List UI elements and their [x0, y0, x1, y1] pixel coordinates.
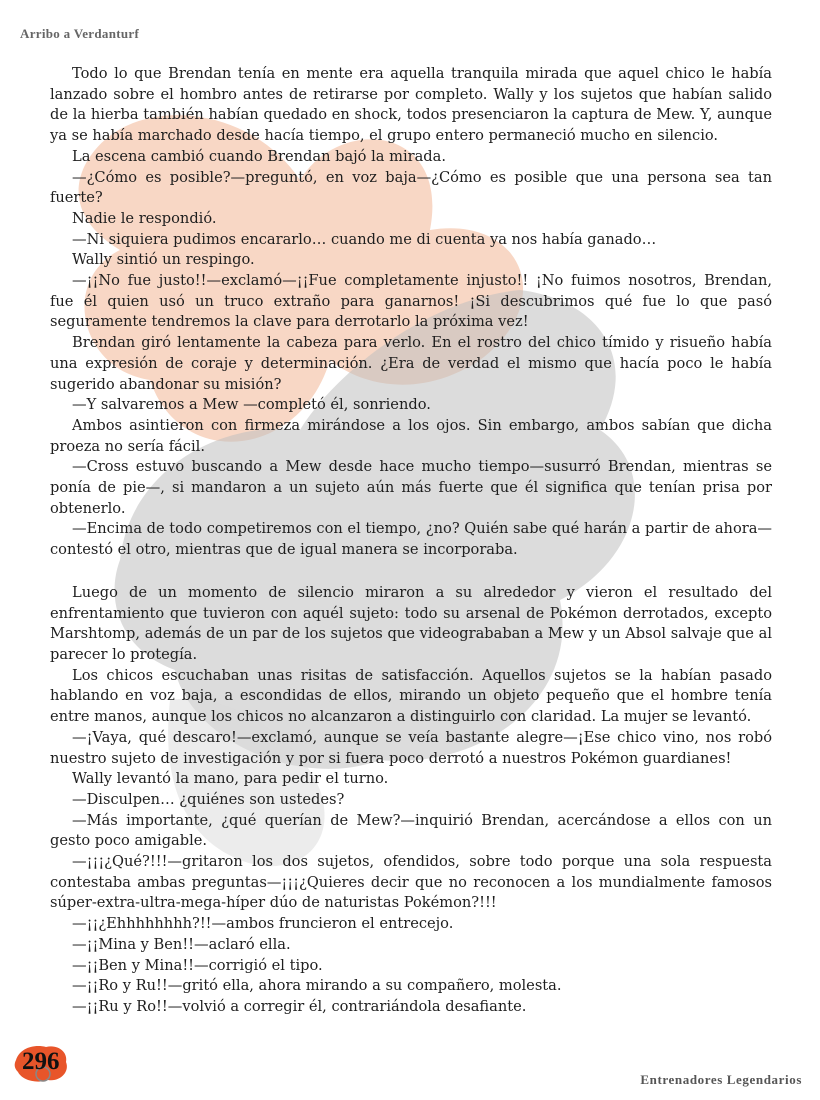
paragraph: Nadie le respondió.	[72, 209, 217, 227]
page-number: 296	[22, 1048, 60, 1075]
paragraph: —¡¡Ben y Mina!!—corrigió el tipo.	[72, 956, 323, 974]
running-header: Arribo a Verdanturf	[20, 26, 140, 41]
paragraph: —¡¡¿Ehhhhhhhh?!!—ambos fruncieron el entrecejo.	[72, 915, 454, 933]
paragraph: Wally levantó la mano, para pedir el turno.	[72, 770, 389, 788]
paragraph: —Cross estuvo buscando a Mew desde hace mucho tiempo—susurró Brendan, mientras se ponía de pie—, si mandaron a un sujeto aún más fuerte que él significa que tenían prisa por obtenerlo.	[50, 458, 772, 517]
paragraph: —Disculpen… ¿quiénes son ustedes?	[72, 790, 345, 808]
paragraph: Los chicos escuchaban unas risitas de satisfacción. Aquellos sujetos se la habían pasado hablando en voz baja, a escondidas de ellos, mirando un objeto pequeño que el hombre tenía entre manos, aunque los chicos no alcanzaron a distinguirlo con claridad. La mujer se levantó.	[50, 666, 772, 726]
paragraph: Wally sintió un respingo.	[72, 251, 255, 269]
paragraph: —¡¡¡¿Qué?!!!—gritaron los dos sujetos, ofendidos, sobre todo porque una sola respuesta contestaba ambas preguntas—¡¡¡¿Quieres decir que no reconocen a los mundialmente famosos súper-extra-ultra-mega-híper dúo de naturistas Pokémon?!!!	[50, 853, 772, 912]
paragraph: —¿Cómo es posible?—preguntó, en voz baja—¿Cómo es posible que una persona sea tan fuerte?	[50, 168, 772, 207]
paragraph: —¡¡Ro y Ru!!—gritó ella, ahora mirando a su compañero, molesta.	[72, 977, 562, 995]
paragraph: Todo lo que Brendan tenía en mente era aquella tranquila mirada que aquel chico le había lanzado sobre el hombro antes de retirarse por completo. Wally y los sujetos que habían salido de la hierba también habían quedado en shock, todos presenciaron la captura de Mew. Y, aunque ya se había marchado desde hacía tiempo, el grupo entero permaneció mucho en silencio.	[50, 65, 772, 145]
paragraph: —Ni siquiera pudimos encararlo… cuando me di cuenta ya nos había ganado…	[72, 230, 657, 248]
paragraph: Luego de un momento de silencio miraron a su alrededor y vieron el resultado del enfrentamiento que tuvieron con aquél sujeto: todo su arsenal de Pokémon derrotados, excepto Marshtomp, además de un par de los sujetos que videogrababan a Mew y un Absol salvaje que al parecer lo protegía.	[50, 583, 772, 663]
paragraph: —¡¡Ru y Ro!!—volvió a corregir él, contrariándola desafiante.	[72, 997, 527, 1015]
paragraph: —¡¡Mina y Ben!!—aclaró ella.	[72, 935, 291, 953]
paragraph: —Y salvaremos a Mew —completó él, sonriendo.	[72, 396, 431, 414]
paragraph: —¡Vaya, qué descaro!—exclamó, aunque se veía bastante alegre—¡Ese chico vino, nos robó nuestro sujeto de investigación y por si fuera poco derrotó a nuestros Pokémon guardianes!	[50, 728, 772, 767]
running-footer: Entrenadores Legendarios	[640, 1072, 802, 1087]
paragraph: La escena cambió cuando Brendan bajó la mirada.	[72, 147, 446, 165]
paragraph: Ambos asintieron con firmeza mirándose a los ojos. Sin embargo, ambos sabían que dicha proeza no sería fácil.	[50, 416, 772, 455]
paragraph: —Encima de todo competiremos con el tiempo, ¿no? Quién sabe qué harán a partir de ahora—contestó el otro, mientras que de igual manera se incorporaba.	[50, 520, 772, 559]
body-text	[50, 64, 772, 1018]
paragraph: Brendan giró lentamente la cabeza para verlo. En el rostro del chico tímido y risueño había una expresión de coraje y determinación. ¿Era de verdad el mismo que hacía poco le había sugerido abandonar su misión?	[50, 334, 772, 393]
paragraph: —Más importante, ¿qué querían de Mew?—inquirió Brendan, acercándose a ellos con un gesto poco amigable.	[50, 811, 772, 850]
paragraph: —¡¡No fue justo!!—exclamó—¡¡Fue completamente injusto!! ¡No fuimos nosotros, Brendan, fue él quien usó un truco extraño para ganarnos! ¡Si descubrimos qué fue lo que pasó seguramente tendremos la clave para derrotarlo la próxima vez!	[50, 272, 772, 331]
